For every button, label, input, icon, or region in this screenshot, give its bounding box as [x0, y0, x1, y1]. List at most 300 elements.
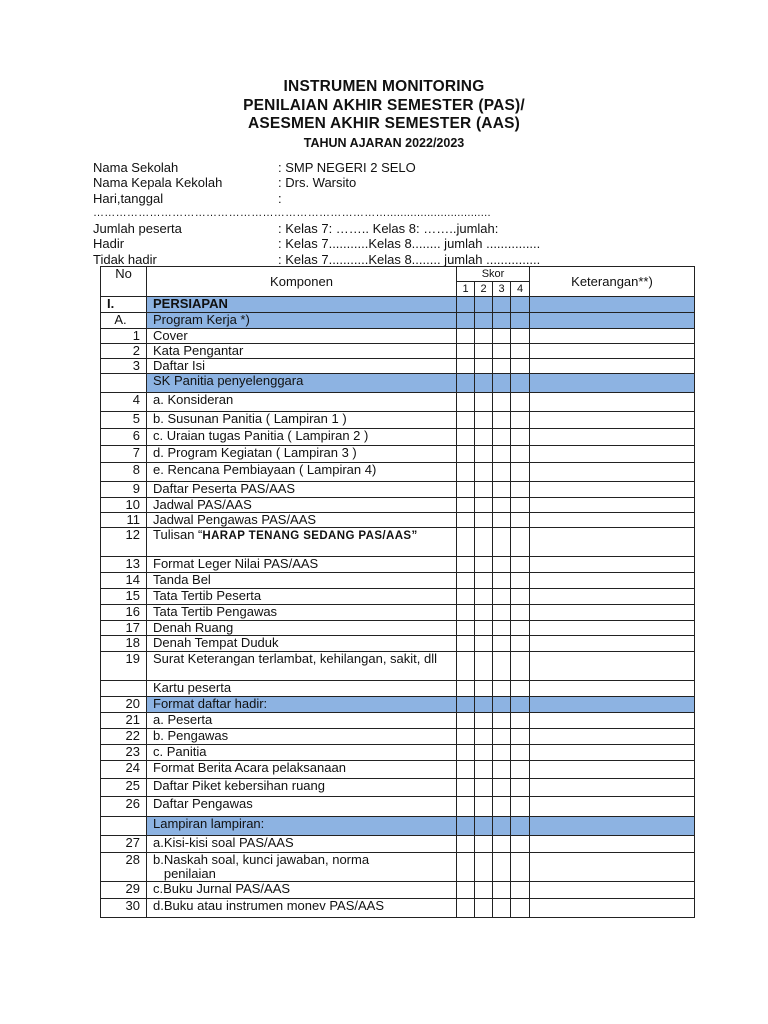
score-cell-2[interactable]: [475, 882, 493, 899]
table-header-row-1: [101, 267, 695, 282]
score-cell-3[interactable]: [493, 528, 511, 557]
row-number: 23: [101, 745, 147, 761]
table-row: [101, 797, 695, 817]
score-cell-3[interactable]: [493, 412, 511, 429]
table-row: [101, 528, 695, 557]
info-date: [93, 191, 693, 206]
score-cell-3[interactable]: [493, 681, 511, 697]
score-cell-2[interactable]: [475, 463, 493, 482]
row-number: [101, 681, 147, 697]
score-cell-4[interactable]: [511, 498, 530, 513]
score-cell-3[interactable]: [493, 836, 511, 853]
score-cell-3[interactable]: [493, 313, 511, 329]
score-cell-1[interactable]: [457, 779, 475, 797]
row-komponen-text: e. Rencana Pembiayaan ( Lampiran 4): [153, 462, 377, 477]
keterangan-cell[interactable]: [530, 329, 695, 344]
row-number: 10: [101, 498, 147, 513]
row-komponen: [147, 779, 457, 797]
title-line-2: PENILAIAN AKHIR SEMESTER (PAS)/: [243, 96, 525, 114]
score-cell-4[interactable]: [511, 528, 530, 557]
keterangan-cell[interactable]: [530, 297, 695, 313]
keterangan-cell[interactable]: [530, 681, 695, 697]
score-cell-4[interactable]: [511, 745, 530, 761]
row-number: 21: [101, 713, 147, 729]
info-school: [93, 160, 693, 175]
row-number: 4: [101, 393, 147, 412]
score-cell-4[interactable]: [511, 636, 530, 652]
row-komponen: [147, 729, 457, 745]
score-cell-2[interactable]: [475, 697, 493, 713]
keterangan-cell[interactable]: [530, 463, 695, 482]
score-cell-2[interactable]: [475, 573, 493, 589]
keterangan-cell[interactable]: [530, 713, 695, 729]
keterangan-cell[interactable]: [530, 412, 695, 429]
keterangan-cell[interactable]: [530, 745, 695, 761]
score-cell-3[interactable]: [493, 817, 511, 836]
row-komponen: [147, 636, 457, 652]
score-cell-2[interactable]: [475, 729, 493, 745]
row-komponen: [147, 513, 457, 528]
keterangan-cell[interactable]: [530, 446, 695, 463]
keterangan-cell[interactable]: [530, 429, 695, 446]
score-cell-3[interactable]: [493, 463, 511, 482]
score-cell-3[interactable]: [493, 899, 511, 918]
keterangan-cell[interactable]: [530, 313, 695, 329]
info-block: [93, 160, 693, 267]
score-cell-4[interactable]: [511, 729, 530, 745]
score-cell-2[interactable]: [475, 636, 493, 652]
score-cell-3[interactable]: [493, 729, 511, 745]
table-row: [101, 344, 695, 359]
row-komponen: [147, 359, 457, 374]
score-cell-4[interactable]: [511, 313, 530, 329]
row-number: 13: [101, 557, 147, 573]
score-cell-2[interactable]: [475, 359, 493, 374]
score-cell-4[interactable]: [511, 374, 530, 393]
score-cell-4[interactable]: [511, 797, 530, 817]
row-komponen-text: a. Peserta: [153, 712, 213, 727]
score-cell-1[interactable]: [457, 899, 475, 918]
score-cell-3[interactable]: [493, 779, 511, 797]
keterangan-cell[interactable]: [530, 621, 695, 636]
row-komponen-text: Denah Ruang: [153, 620, 234, 635]
row-komponen-text: PERSIAPAN: [153, 296, 228, 311]
score-cell-3[interactable]: [493, 761, 511, 779]
row-komponen-text: Daftar Piket kebersihan ruang: [153, 778, 325, 793]
score-cell-3[interactable]: [493, 513, 511, 528]
row-number: 2: [101, 344, 147, 359]
table-row: [101, 836, 695, 853]
row-komponen: [147, 745, 457, 761]
score-cell-2[interactable]: [475, 557, 493, 573]
score-cell-2[interactable]: [475, 713, 493, 729]
score-cell-4[interactable]: [511, 713, 530, 729]
info-participants-value: : Kelas 7: …….. Kelas 8: ……..jumlah:: [278, 221, 499, 237]
keterangan-cell[interactable]: [530, 589, 695, 605]
score-cell-4[interactable]: [511, 681, 530, 697]
score-cell-4[interactable]: [511, 761, 530, 779]
score-cell-4[interactable]: [511, 621, 530, 636]
row-number: 5: [101, 412, 147, 429]
keterangan-cell[interactable]: [530, 482, 695, 498]
document-title: [0, 78, 768, 151]
row-komponen-text: Tata Tertib Peserta: [153, 588, 262, 603]
score-cell-2[interactable]: [475, 374, 493, 393]
score-cell-3[interactable]: [493, 297, 511, 313]
score-cell-1[interactable]: [457, 446, 475, 463]
score-cell-2[interactable]: [475, 429, 493, 446]
row-komponen-text: Format daftar hadir:: [153, 696, 268, 711]
keterangan-cell[interactable]: [530, 817, 695, 836]
score-cell-2[interactable]: [475, 528, 493, 557]
score-cell-2[interactable]: [475, 513, 493, 528]
score-cell-3[interactable]: [493, 797, 511, 817]
score-cell-2[interactable]: [475, 393, 493, 412]
score-cell-4[interactable]: [511, 412, 530, 429]
score-cell-1[interactable]: [457, 745, 475, 761]
score-cell-4[interactable]: [511, 573, 530, 589]
row-komponen-text: Daftar Pengawas: [153, 796, 253, 811]
score-cell-4[interactable]: [511, 393, 530, 412]
score-cell-3[interactable]: [493, 713, 511, 729]
row-number: 28: [101, 853, 147, 882]
score-cell-1[interactable]: [457, 681, 475, 697]
row-komponen: [147, 621, 457, 636]
row-komponen-text: a. Konsideran: [153, 392, 234, 407]
score-cell-4[interactable]: [511, 836, 530, 853]
row-komponen: [147, 605, 457, 621]
row-komponen-text: Kata Pengantar: [153, 343, 244, 358]
score-cell-3[interactable]: [493, 429, 511, 446]
score-cell-1[interactable]: [457, 513, 475, 528]
row-komponen: [147, 297, 457, 313]
score-cell-4[interactable]: [511, 899, 530, 918]
score-cell-2[interactable]: [475, 853, 493, 882]
row-komponen: [147, 329, 457, 344]
score-cell-1[interactable]: [457, 463, 475, 482]
score-cell-1[interactable]: [457, 344, 475, 359]
info-absent-value: : Kelas 7...........Kelas 8........ jumlah ...............: [278, 251, 541, 267]
score-cell-2[interactable]: [475, 589, 493, 605]
row-komponen: [147, 463, 457, 482]
row-komponen-text: Program Kerja *): [153, 312, 250, 327]
row-komponen: [147, 498, 457, 513]
score-cell-3[interactable]: [493, 344, 511, 359]
score-cell-3[interactable]: [493, 393, 511, 412]
header-no: No: [101, 267, 147, 297]
info-present-value: : Kelas 7...........Kelas 8........ jumlah ...............: [278, 236, 541, 252]
score-cell-4[interactable]: [511, 429, 530, 446]
info-participants-label: Jumlah peserta: [93, 221, 182, 237]
score-cell-3[interactable]: [493, 482, 511, 498]
score-cell-2[interactable]: [475, 761, 493, 779]
info-present-label: Hadir: [93, 236, 125, 252]
score-cell-2[interactable]: [475, 621, 493, 636]
table-row: [101, 374, 695, 393]
score-cell-2[interactable]: [475, 313, 493, 329]
score-cell-3[interactable]: [493, 605, 511, 621]
header-keterangan: Keterangan**): [530, 267, 695, 297]
row-komponen-text: c.Buku Jurnal PAS/AAS: [153, 881, 291, 896]
row-number: 18: [101, 636, 147, 652]
info-head-value: : Drs. Warsito: [278, 175, 357, 191]
info-absent: [93, 252, 693, 267]
score-cell-3[interactable]: [493, 329, 511, 344]
row-komponen-text: b. Pengawas: [153, 728, 229, 743]
table-row: [101, 779, 695, 797]
table-row: [101, 882, 695, 899]
info-dots-row: [93, 206, 693, 221]
table-row: [101, 573, 695, 589]
score-cell-4[interactable]: [511, 882, 530, 899]
score-cell-2[interactable]: [475, 797, 493, 817]
score-cell-1[interactable]: [457, 589, 475, 605]
table-row: [101, 557, 695, 573]
header-komponen: Komponen: [147, 267, 457, 297]
row-komponen: [147, 528, 457, 557]
table-row: [101, 329, 695, 344]
row-komponen: [147, 853, 457, 882]
score-cell-1[interactable]: [457, 528, 475, 557]
row-komponen-text: Format Berita Acara pelaksanaan: [153, 760, 346, 775]
score-cell-4[interactable]: [511, 652, 530, 681]
info-participants: [93, 221, 693, 236]
score-cell-2[interactable]: [475, 329, 493, 344]
score-cell-4[interactable]: [511, 557, 530, 573]
row-komponen: [147, 697, 457, 713]
row-number: 11: [101, 513, 147, 528]
keterangan-cell[interactable]: [530, 779, 695, 797]
score-cell-4[interactable]: [511, 344, 530, 359]
row-komponen-text: c. Uraian tugas Panitia ( Lampiran 2 ): [153, 428, 369, 443]
keterangan-cell[interactable]: [530, 573, 695, 589]
score-cell-3[interactable]: [493, 853, 511, 882]
row-komponen: [147, 412, 457, 429]
score-cell-2[interactable]: [475, 498, 493, 513]
score-cell-3[interactable]: [493, 374, 511, 393]
score-cell-4[interactable]: [511, 605, 530, 621]
table-row: [101, 429, 695, 446]
row-komponen-text: Surat Keterangan terlambat, kehilangan, sakit, dll: [153, 651, 438, 666]
score-cell-1[interactable]: [457, 836, 475, 853]
score-cell-2[interactable]: [475, 446, 493, 463]
keterangan-cell[interactable]: [530, 761, 695, 779]
row-komponen-text: Tata Tertib Pengawas: [153, 604, 278, 619]
score-cell-1[interactable]: [457, 817, 475, 836]
row-number: 14: [101, 573, 147, 589]
score-cell-3[interactable]: [493, 498, 511, 513]
score-cell-1[interactable]: [457, 393, 475, 412]
row-number: 15: [101, 589, 147, 605]
row-number: A.: [101, 313, 147, 329]
score-cell-4[interactable]: [511, 463, 530, 482]
keterangan-cell[interactable]: [530, 797, 695, 817]
score-cell-1[interactable]: [457, 882, 475, 899]
row-number: I.: [101, 297, 147, 313]
score-cell-1[interactable]: [457, 313, 475, 329]
keterangan-cell[interactable]: [530, 528, 695, 557]
keterangan-cell[interactable]: [530, 882, 695, 899]
score-cell-3[interactable]: [493, 621, 511, 636]
score-cell-2[interactable]: [475, 412, 493, 429]
score-cell-2[interactable]: [475, 344, 493, 359]
score-cell-1[interactable]: [457, 297, 475, 313]
header-skor-4: 4: [511, 282, 530, 297]
keterangan-cell[interactable]: [530, 836, 695, 853]
row-komponen-text: Lampiran lampiran:: [153, 816, 265, 831]
title-line-1: INSTRUMEN MONITORING: [283, 78, 485, 95]
score-cell-2[interactable]: [475, 652, 493, 681]
row-number: 29: [101, 882, 147, 899]
score-cell-4[interactable]: [511, 329, 530, 344]
score-cell-1[interactable]: [457, 697, 475, 713]
score-cell-3[interactable]: [493, 882, 511, 899]
score-cell-2[interactable]: [475, 836, 493, 853]
score-cell-2[interactable]: [475, 745, 493, 761]
score-cell-4[interactable]: [511, 853, 530, 882]
score-cell-4[interactable]: [511, 297, 530, 313]
score-cell-2[interactable]: [475, 297, 493, 313]
row-number: 3: [101, 359, 147, 374]
score-cell-1[interactable]: [457, 652, 475, 681]
score-cell-1[interactable]: [457, 329, 475, 344]
keterangan-cell[interactable]: [530, 557, 695, 573]
row-number: 16: [101, 605, 147, 621]
score-cell-1[interactable]: [457, 761, 475, 779]
score-cell-2[interactable]: [475, 605, 493, 621]
row-komponen: [147, 817, 457, 836]
keterangan-cell[interactable]: [530, 344, 695, 359]
row-komponen-text-cont: penilaian: [153, 866, 216, 881]
keterangan-cell[interactable]: [530, 899, 695, 918]
academic-year: TAHUN AJARAN 2022/2023: [303, 135, 465, 150]
keterangan-cell[interactable]: [530, 853, 695, 882]
score-cell-1[interactable]: [457, 713, 475, 729]
score-cell-3[interactable]: [493, 697, 511, 713]
table-row: [101, 636, 695, 652]
score-cell-3[interactable]: [493, 359, 511, 374]
score-cell-4[interactable]: [511, 482, 530, 498]
row-komponen: [147, 393, 457, 412]
score-cell-4[interactable]: [511, 589, 530, 605]
score-cell-2[interactable]: [475, 817, 493, 836]
score-cell-1[interactable]: [457, 412, 475, 429]
monitoring-table: [100, 266, 695, 918]
row-komponen: [147, 573, 457, 589]
table-row: [101, 313, 695, 329]
table-row: [101, 729, 695, 745]
score-cell-2[interactable]: [475, 779, 493, 797]
row-komponen: [147, 557, 457, 573]
score-cell-3[interactable]: [493, 557, 511, 573]
table-row: [101, 446, 695, 463]
info-school-label: Nama Sekolah: [93, 160, 179, 175]
score-cell-3[interactable]: [493, 446, 511, 463]
row-komponen: [147, 313, 457, 329]
keterangan-cell[interactable]: [530, 605, 695, 621]
score-cell-1[interactable]: [457, 557, 475, 573]
row-komponen: [147, 713, 457, 729]
score-cell-3[interactable]: [493, 573, 511, 589]
row-number: 25: [101, 779, 147, 797]
keterangan-cell[interactable]: [530, 374, 695, 393]
keterangan-cell[interactable]: [530, 393, 695, 412]
row-number: [101, 817, 147, 836]
row-komponen: [147, 836, 457, 853]
keterangan-cell[interactable]: [530, 513, 695, 528]
score-cell-1[interactable]: [457, 482, 475, 498]
score-cell-4[interactable]: [511, 513, 530, 528]
table-row: [101, 899, 695, 918]
info-date-value: :: [278, 190, 282, 206]
row-number: 17: [101, 621, 147, 636]
score-cell-4[interactable]: [511, 779, 530, 797]
info-date-label: Hari,tanggal: [93, 190, 164, 206]
score-cell-1[interactable]: [457, 636, 475, 652]
row-komponen-text: d.Buku atau instrumen monev PAS/AAS: [153, 898, 384, 913]
score-cell-4[interactable]: [511, 359, 530, 374]
row-komponen: [147, 681, 457, 697]
score-cell-1[interactable]: [457, 498, 475, 513]
score-cell-1[interactable]: [457, 729, 475, 745]
score-cell-3[interactable]: [493, 652, 511, 681]
keterangan-cell[interactable]: [530, 729, 695, 745]
row-komponen-text: Jadwal PAS/AAS: [153, 497, 252, 512]
keterangan-cell[interactable]: [530, 498, 695, 513]
score-cell-1[interactable]: [457, 853, 475, 882]
score-cell-4[interactable]: [511, 817, 530, 836]
table-row: [101, 817, 695, 836]
keterangan-cell[interactable]: [530, 359, 695, 374]
score-cell-3[interactable]: [493, 589, 511, 605]
row-komponen: [147, 429, 457, 446]
row-number: 8: [101, 463, 147, 482]
row-komponen-text: Tulisan “: [153, 527, 203, 542]
score-cell-1[interactable]: [457, 797, 475, 817]
table-row: [101, 482, 695, 498]
row-number: 26: [101, 797, 147, 817]
score-cell-4[interactable]: [511, 697, 530, 713]
row-number: 12: [101, 528, 147, 557]
score-cell-1[interactable]: [457, 621, 475, 636]
row-komponen: [147, 761, 457, 779]
score-cell-2[interactable]: [475, 482, 493, 498]
table-row: [101, 745, 695, 761]
score-cell-1[interactable]: [457, 374, 475, 393]
score-cell-1[interactable]: [457, 429, 475, 446]
keterangan-cell[interactable]: [530, 652, 695, 681]
score-cell-1[interactable]: [457, 573, 475, 589]
score-cell-1[interactable]: [457, 359, 475, 374]
keterangan-cell[interactable]: [530, 697, 695, 713]
score-cell-4[interactable]: [511, 446, 530, 463]
row-komponen: [147, 797, 457, 817]
score-cell-2[interactable]: [475, 899, 493, 918]
row-komponen-text: Kartu peserta: [153, 680, 232, 695]
score-cell-2[interactable]: [475, 681, 493, 697]
table-row: [101, 605, 695, 621]
table-row: [101, 853, 695, 882]
score-cell-1[interactable]: [457, 605, 475, 621]
keterangan-cell[interactable]: [530, 636, 695, 652]
table-row: [101, 412, 695, 429]
info-absent-label: Tidak hadir: [93, 251, 157, 267]
table-row: [101, 761, 695, 779]
score-cell-3[interactable]: [493, 745, 511, 761]
score-cell-3[interactable]: [493, 636, 511, 652]
info-school-value: : SMP NEGERI 2 SELO: [278, 160, 416, 175]
title-line-3: ASESMEN AKHIR SEMESTER (AAS): [248, 115, 520, 132]
